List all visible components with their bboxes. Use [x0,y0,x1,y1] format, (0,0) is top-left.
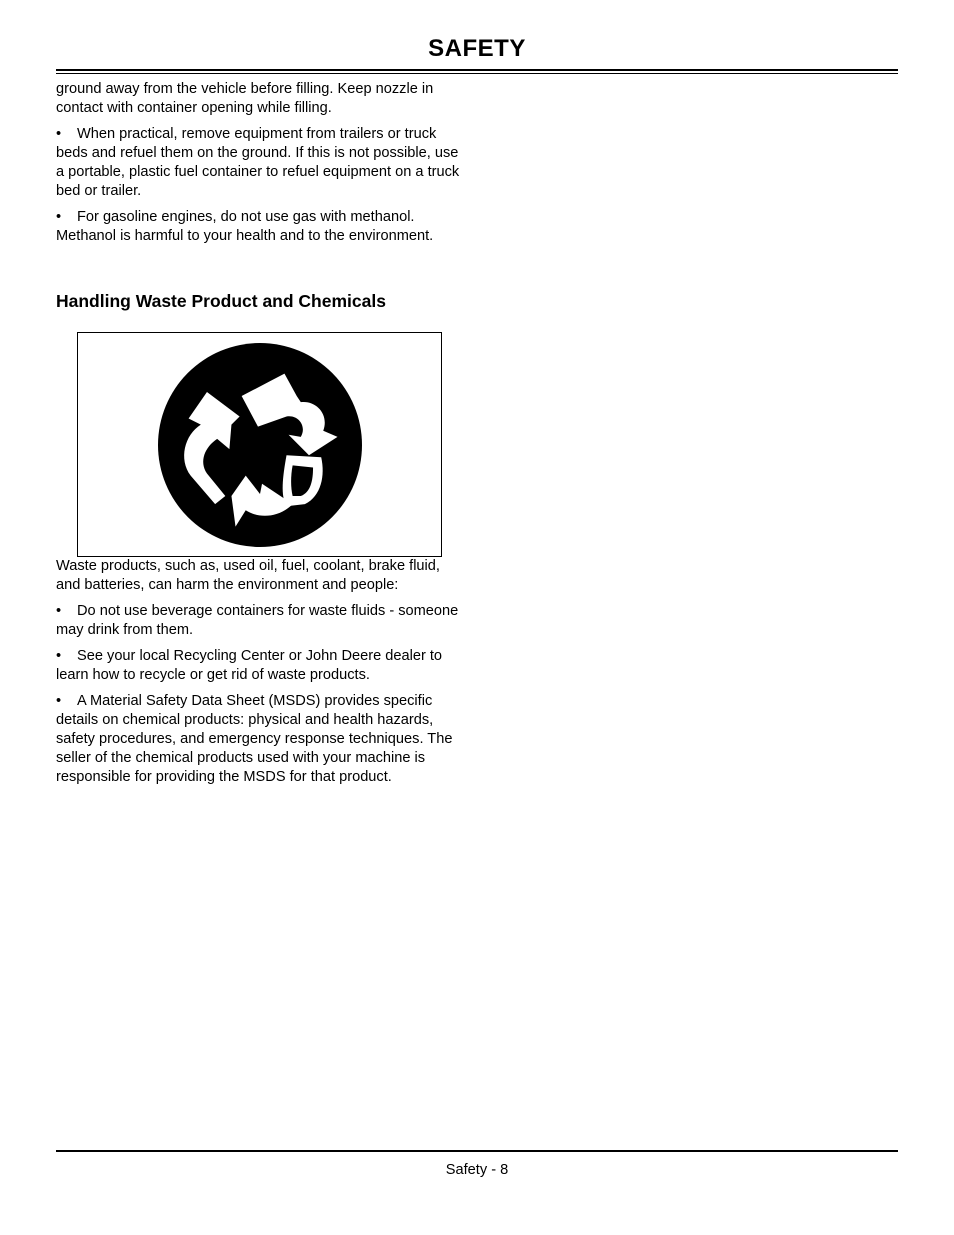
bullet-dot: • [56,126,62,142]
bullet-text: For gasoline engines, do not use gas with methanol. Methanol is harmful to your health and to the environment. [56,209,434,244]
bullet-text: When practical, remove equipment from trailers or truck beds and refuel them on the ground. If this is not possible, use a portable, plastic fuel container to refuel equipment on a truck bed or trailer. [56,126,460,199]
footer-rule [56,1150,898,1152]
bullet-item [56,125,462,201]
text-column [56,80,462,794]
bullet-item [56,208,462,246]
recycle-figure [77,332,442,557]
bullet-item [56,692,462,787]
bullet-item [56,602,462,640]
section-heading: Handling Waste Product and Chemicals [56,291,386,311]
continued-paragraph: ground away from the vehicle before filling. Keep nozzle in contact with container opening while filling. [56,81,434,116]
page-number: Safety - 8 [445,1162,509,1178]
bullet-text: A Material Safety Data Sheet (MSDS) provides specific details on chemical products: physical and health hazards, safety procedures, and emergency response techniques. The seller of the chemical products used with your machine is responsible for providing the MSDS for that product. [56,693,453,785]
bullet-text: Do not use beverage containers for waste fluids - someone may drink from them. [56,603,459,638]
bullet-dot: • [56,603,62,619]
bullet-text: See your local Recycling Center or John Deere dealer to learn how to recycle or get rid of waste products. [56,648,443,683]
bullet-dot: • [56,209,62,225]
header-rule [56,69,898,74]
bullet-item [56,647,462,685]
intro-paragraph: Waste products, such as, used oil, fuel, coolant, brake fluid, and batteries, can harm the environment and people: [56,558,440,593]
recycle-symbol-icon [158,343,362,547]
bullet-dot: • [56,648,62,664]
bullet-dot: • [56,693,62,709]
page-title: SAFETY [428,35,526,62]
